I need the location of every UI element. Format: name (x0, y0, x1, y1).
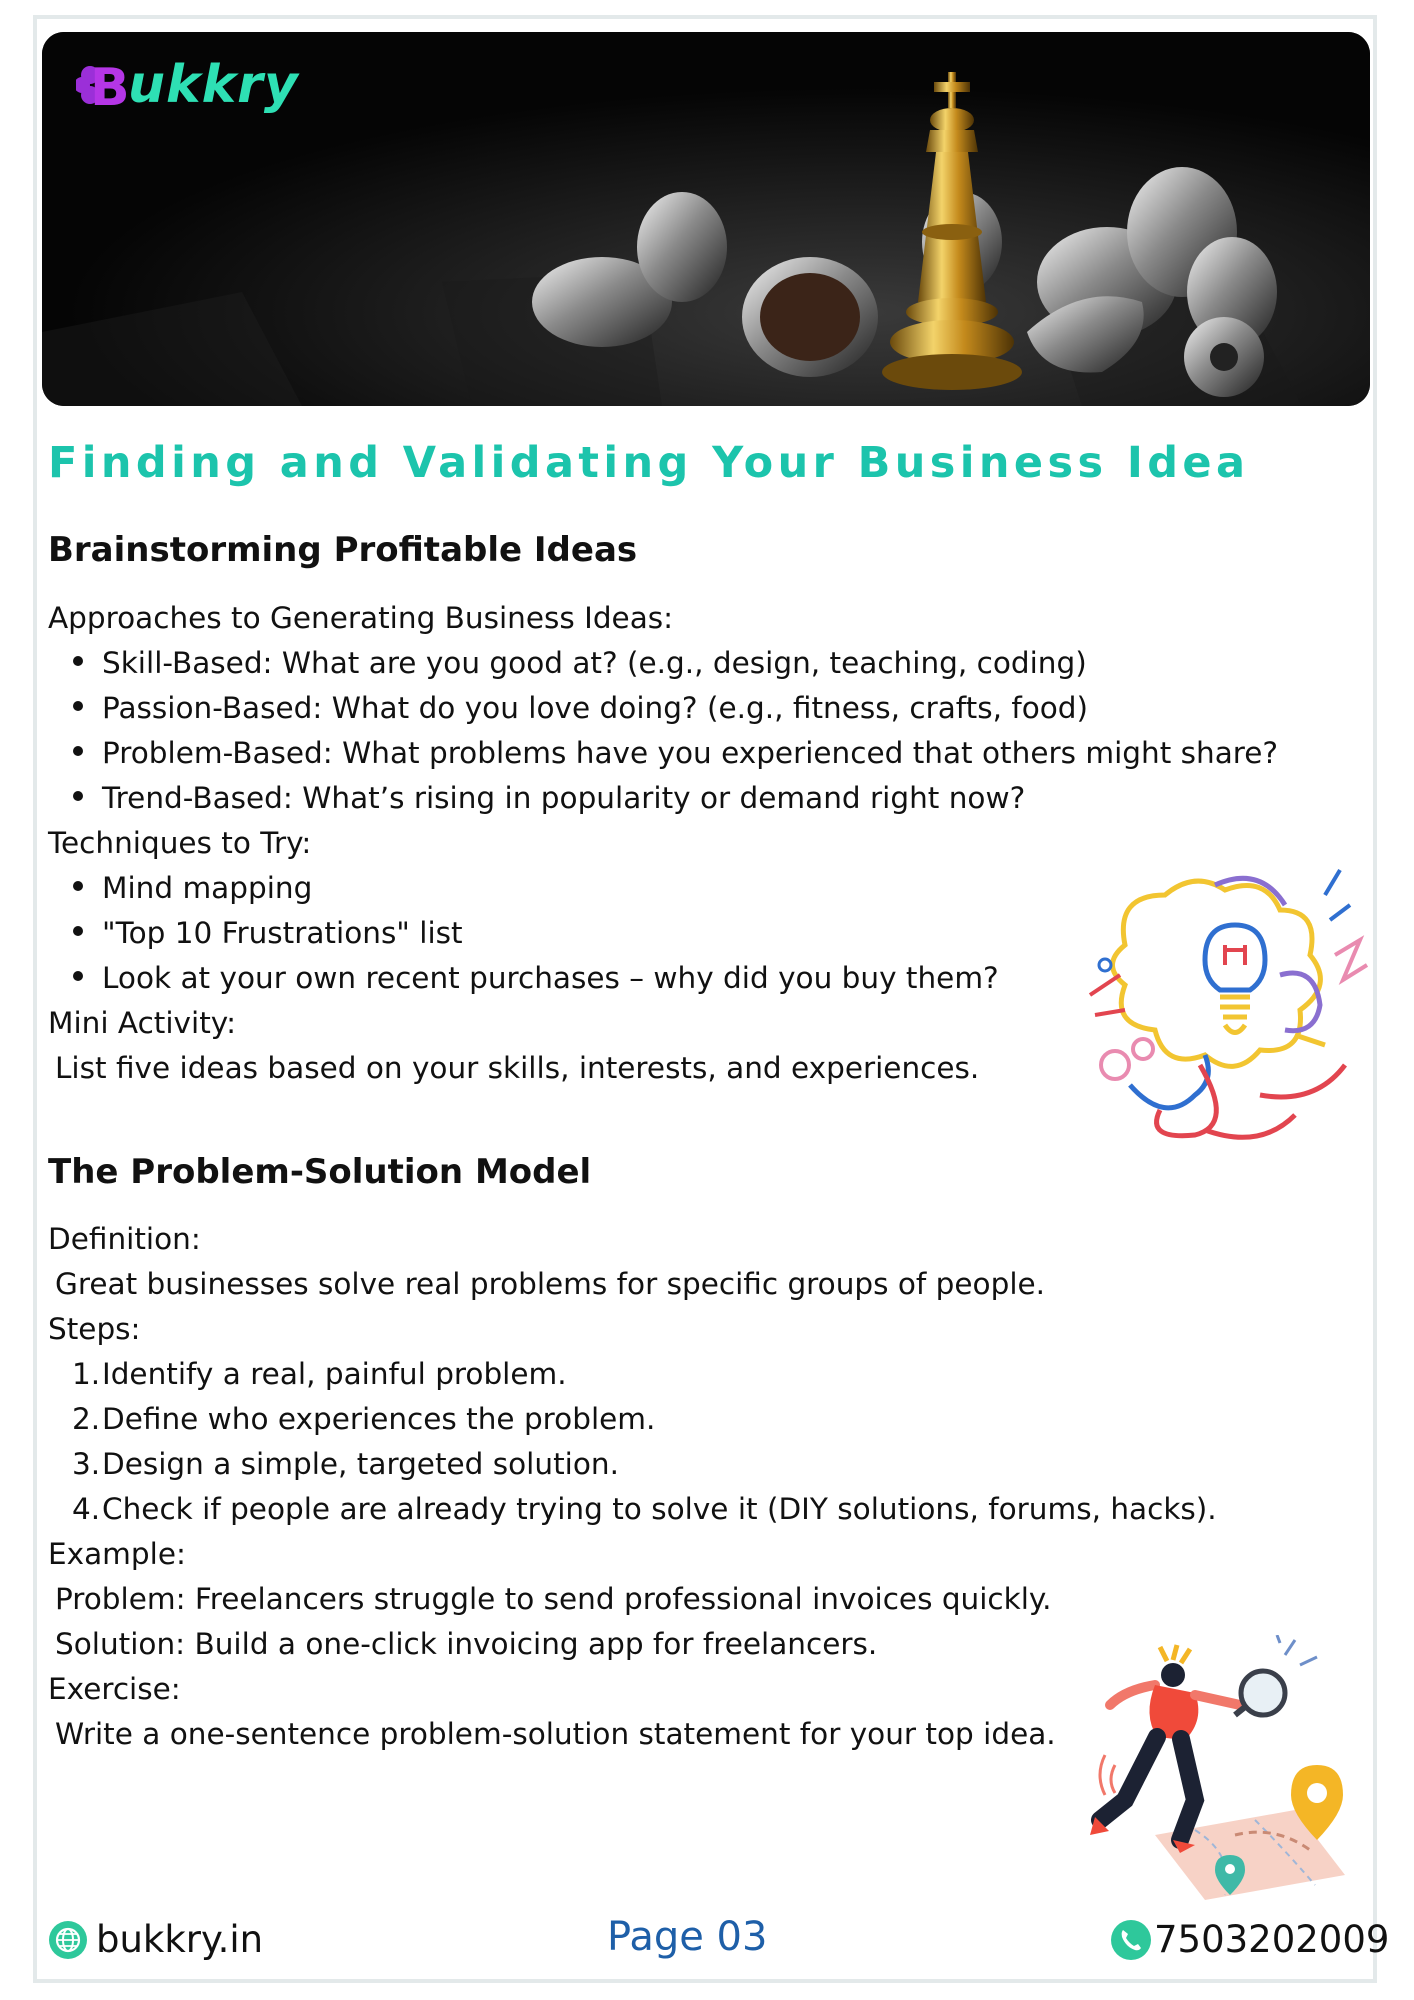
phone-icon (1110, 1919, 1152, 1961)
footer-phone[interactable] (1110, 1918, 1389, 1961)
website-text: bukkry.in (96, 1918, 264, 1961)
exercise-text: Write a one-sentence problem-solution statement for your top idea. (55, 1717, 1056, 1751)
example-solution: Solution: Build a one-click invoicing app for freelancers. (55, 1627, 878, 1661)
list-item: Passion-Based: What do you love doing? (e.g., fitness, crafts, food) (102, 691, 1089, 725)
example-label: Example: (48, 1537, 186, 1571)
bullet-icon (73, 971, 83, 981)
list-item: Trend-Based: What’s rising in popularity or demand right now? (102, 781, 1026, 815)
definition-label: Definition: (48, 1222, 201, 1256)
page-title: Finding and Validating Your Business Idea (48, 438, 1250, 488)
explorer-map-illustration (1085, 1635, 1375, 1910)
list-item: Problem-Based: What problems have you experienced that others might share? (102, 736, 1279, 770)
section-heading-brainstorming: Brainstorming Profitable Ideas (48, 530, 638, 570)
activity-label: Mini Activity: (48, 1006, 237, 1040)
steps-label: Steps: (48, 1312, 141, 1346)
phone-text: 7503202009 (1154, 1918, 1390, 1961)
step-number: 1. (72, 1357, 101, 1391)
step-number: 4. (72, 1492, 101, 1526)
footer-website[interactable] (48, 1918, 263, 1961)
step-text: Design a simple, targeted solution. (102, 1447, 619, 1481)
list-item: Mind mapping (102, 871, 313, 905)
globe-icon (48, 1920, 88, 1960)
brand-flower-b-icon (76, 55, 134, 115)
techniques-label: Techniques to Try: (48, 826, 312, 860)
definition-text: Great businesses solve real problems for specific groups of people. (55, 1267, 1046, 1301)
step-text: Check if people are already trying to solve it (DIY solutions, forums, hacks). (102, 1492, 1217, 1526)
bullet-icon (73, 791, 83, 801)
hero-banner (42, 32, 1370, 406)
step-text: Identify a real, painful problem. (102, 1357, 567, 1391)
svg-text:B: B (90, 58, 130, 115)
step-number: 2. (72, 1402, 101, 1436)
page-number: Page 03 (607, 1914, 768, 1960)
activity-text: List five ideas based on your skills, interests, and experiences. (55, 1051, 980, 1085)
step-text: Define who experiences the problem. (102, 1402, 656, 1436)
section-heading-problem-solution: The Problem-Solution Model (48, 1152, 592, 1192)
bullet-icon (73, 926, 83, 936)
step-number: 3. (72, 1447, 101, 1481)
list-item: Look at your own recent purchases – why did you buy them? (102, 961, 999, 995)
example-problem: Problem: Freelancers struggle to send professional invoices quickly. (55, 1582, 1052, 1616)
list-item: "Top 10 Frustrations" list (102, 916, 463, 950)
brand-logo (76, 50, 299, 120)
approaches-label: Approaches to Generating Business Ideas: (48, 601, 674, 635)
bullet-icon (73, 746, 83, 756)
brand-name: ukkry (128, 55, 299, 115)
list-item: Skill-Based: What are you good at? (e.g., design, teaching, coding) (102, 646, 1087, 680)
bullet-icon (73, 701, 83, 711)
bullet-icon (73, 881, 83, 891)
exercise-label: Exercise: (48, 1672, 181, 1706)
bullet-icon (73, 656, 83, 666)
lightbulb-idea-illustration (1085, 865, 1375, 1185)
